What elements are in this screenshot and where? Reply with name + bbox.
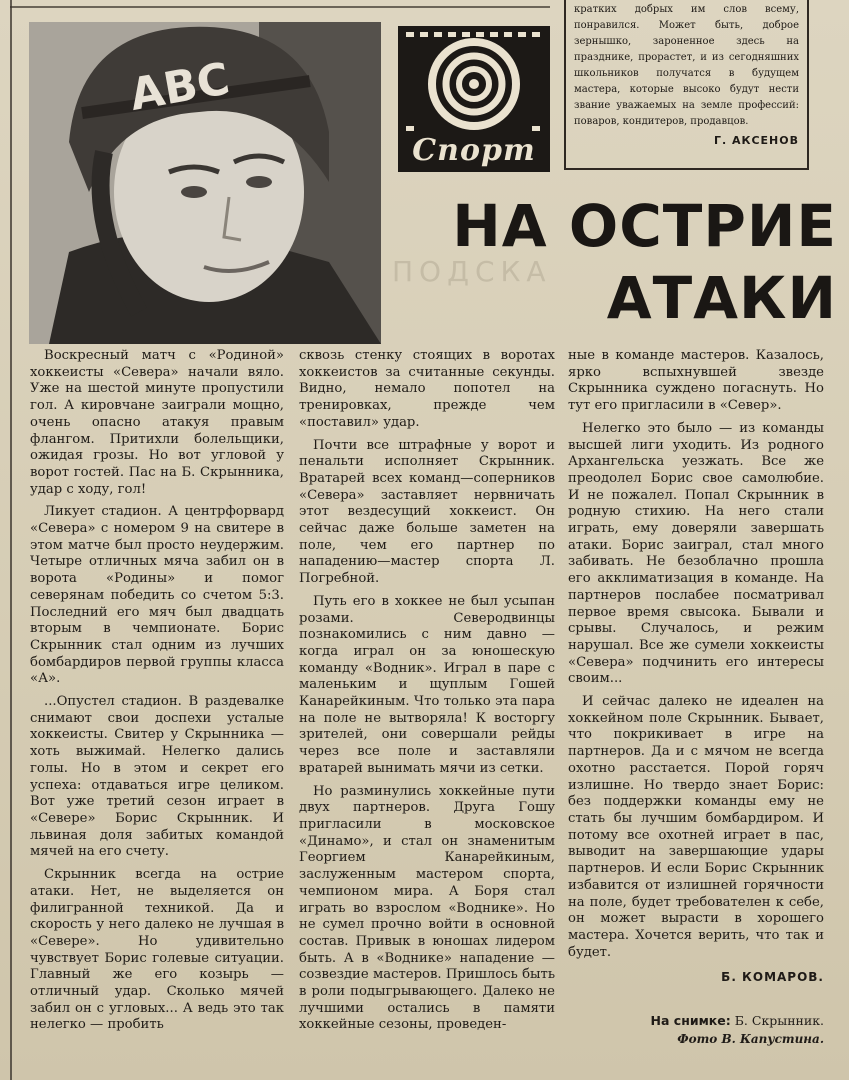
paragraph: Нелегко это было — из команды высшей лиги уходить. Из родного Архангельска уезжать. Все же преодолел Борис свое самолюбие. И не пожалел. Попал Скрынник в родную стихию. На него стали играть, ему доверяли завершать атаки. Борис заиграл, стал много забивать. Не безоблачно прошла его акклиматизация в команде. На партнеров послабее посматривал первое время свысока. Бывали и срывы. Случалось, и режим нарушал. Все же сумели хоккеисты «Севера» подчинить его интересы своим... (568, 420, 824, 687)
paragraph: Почти все штрафные у ворот и пенальти исполняет Скрынник. Вратарей всех команд—соперников «Севера» заставляет нервничать этот вездесущий хоккеист. Он сейчас даже больше заметен на поле, чем его партнер по нападению—мастер спорта Л. Погребной. (299, 437, 555, 587)
article-byline: Б. КОМАРОВ. (721, 970, 824, 985)
paragraph: ные в команде мастеров. Казалось, ярко вспыхнувшей звезде Скрынника суждено погаснуть. Но тут его пригласили в «Север». (568, 348, 824, 414)
sport-rubric-logo (398, 26, 550, 172)
caption-label: На снимке: (650, 1013, 731, 1028)
paragraph: Воскресный матч с «Родиной» хоккеисты «Севера» начали вяло. Уже на шестой минуте пропустили гол. А кировчане заиграли мощно, очень опасно атакуя правым флангом. Притихли болельщики, ожидая грозы. Но вот угловой у ворот гостей. Пас на Б. Скрынника, удар с ходу, гол! (30, 348, 284, 497)
column-rule (10, 0, 12, 1080)
article-column-2 (299, 348, 555, 1040)
helmet-lettering: ABC (126, 53, 234, 121)
photo-caption (584, 1013, 824, 1028)
paragraph: сквозь стенку стоящих в воротах хоккеистов за считанные секунды. Видно, немало попотел на тренировках, прежде чем «поставил» удар. (299, 348, 555, 430)
paragraph: ...Опустел стадион. В раздевалке снимают свои доспехи усталые хоккеисты. Свитер у Скрынника — хоть выжимай. Нелегко дались голы. Но в этом и секрет его успеха: отдаваться игре целиком. Вот уже третий сезон играет в «Севере» Борис Скрынник. И львиная доля забитых командой мячей на его счету. (30, 694, 284, 860)
letter-text: кратких добрых им слов всему, понравился. Может быть, доброе зернышко, зароненное здесь на празднике, прорастет, и из сегодняшних школьников получатся в будущем мастера, которые высоко будут нести звание уважаемых на земле профессий: поваров, кондитеров, продавцов. (574, 4, 799, 127)
paragraph: Скрынник всегда на острие атаки. Нет, не выделяется он филигранной техникой. Да и скорость у него далеко не лучшая в «Севере». Но удивительно чувствует Борис голевые ситуации. Главный же его козырь — отличный удар. Сколько мячей забил он с угловых... А ведь это так нелегко — пробить (30, 867, 284, 1033)
paragraph: Но разминулись хоккейные пути двух партнеров. Друга Гошу пригласили в московское «Динамо», и стал он знаменитым Георгием Канарейкиным, заслуженным мастером спорта, чемпионом мира. А Боря стал играть во взрослом «Воднике». Но не сумел прочно войти в основной состав. Привык в юношах лидером быть. А в «Воднике» нападение — созвездие мастеров. Пришлось быть в роли подыгрывающего. Далеко не лучшими остались в памяти хоккейные сезоны, проведен- (299, 783, 555, 1033)
paragraph: Путь его в хоккее не был усыпан розами. Северодвинцы познакомились с ним давно — когда играл он за юношескую команду «Водник». Играл в паре с маленьким и щуплым Гошей Канарейкиным. Что только эта пара на поле не вытворяла! К восторгу зрителей, они совершали рейды через все поле и заставляли вратарей вынимать мячи из сетки. (299, 593, 555, 776)
article-column-3 (568, 348, 824, 986)
reader-letter-box (564, 0, 809, 170)
letter-signature: Г. АКСЕНОВ (713, 134, 799, 147)
top-rule (10, 6, 550, 8)
paragraph: И сейчас далеко не идеален на хоккейном поле Скрынник. Бывает, что покрикивает в игре на партнеров. Да и с мячом не всегда охотно расстается. Порой горяч излишне. Но твердо знает Борис: без поддержки команды ему не стать бы лучшим бомбардиром. И потому все охотней играет в пас, выводит на завершающие удары партнеров. И если Борис Скрынник избавится от излишней горячности на поле, будет требователен к себе, он может вырасти в хорошего мастера. Хочется верить, что так и будет. (568, 694, 824, 960)
sport-logo-word: Спорт (412, 133, 536, 168)
portrait-photo (29, 22, 381, 344)
article-headline (412, 190, 837, 334)
headline-line-1: НА ОСТРИЕ (452, 192, 837, 260)
hockey-player-portrait (29, 22, 381, 344)
article-column-1 (30, 348, 284, 1040)
caption-text: Б. Скрынник. (734, 1013, 824, 1028)
bleed-through-text: ПОДСКА (392, 255, 552, 288)
paragraph: Ликует стадион. А центрфорвард «Севера» с номером 9 на свитере в этом матче был просто неудержим. Четыре отличных мяча забил он в ворота «Родины» и помог северянам победить со счетом 5:3. Последний его мяч был двадцать вторым в чемпионате. Борис Скрынник стал одним из лучших бомбардиров первой группы класса «А». (30, 504, 284, 687)
photo-credit: Фото В. Капустина. (677, 1032, 824, 1046)
headline-line-2: АТАКИ (606, 264, 837, 332)
